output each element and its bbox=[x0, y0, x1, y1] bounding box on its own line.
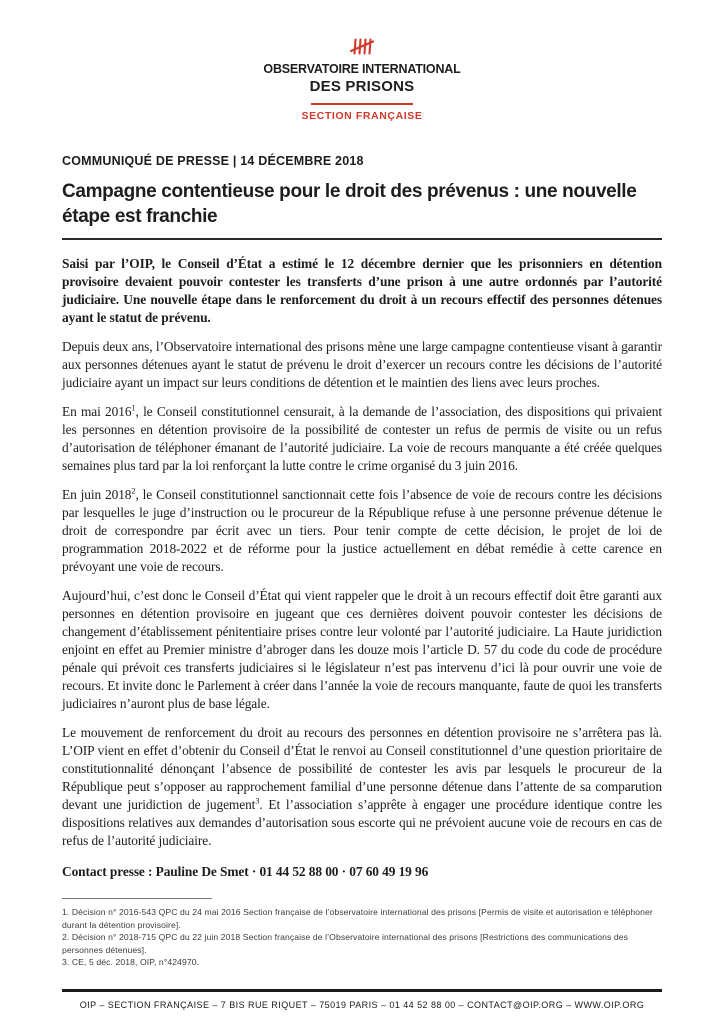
logo-org-name-line2: DES PRISONS bbox=[309, 77, 415, 95]
page-footer bbox=[62, 989, 662, 1010]
tally-marks-icon bbox=[349, 36, 375, 57]
paragraph-text: En mai 2016 bbox=[62, 404, 132, 420]
paragraph-conseil-etat: Aujourd’hui, c’est donc le Conseil d’État qui vient rappeler que le droit à un recours effectif doit être garanti aux personnes en détention provisoire en jugeant que ces dernières doivent pouvoir contester les décisions de changement d’établissement pénitentiaire prises contre leur volonté par l’autorité judiciaire. La Haute juridiction enjoint en effet au Premier ministre d’abroger dans les douze mois l’article D. 57 du code du code de procédure pénale qui prévoit ces transferts judiciaires si le législateur n’est pas intervenu d’ici là pour ouvrir une voie de recours. Et invite donc le Parlement à créer dans l’année la voie de recours manquante, faute de quoi les transferts judiciaires n’auront plus de base légale. bbox=[62, 588, 662, 712]
footnote-item-1: 1. Décision n° 2016-543 QPC du 24 mai 2016 Section française de l’observatoire international des prisons [Permis de visite et autorisation e téléphoner durant la détention provisoire]. bbox=[62, 907, 653, 930]
paragraph-text: En juin 2018 bbox=[62, 487, 132, 503]
footnote-ref-1: 1 bbox=[131, 403, 136, 413]
logo-section-label: SECTION FRANÇAISE bbox=[301, 109, 423, 122]
press-contact-line: Contact presse : Pauline De Smet · 01 44 52 88 00 · 07 60 49 19 96 bbox=[62, 864, 429, 880]
paragraph-juin-2018 bbox=[62, 486, 662, 576]
paragraph-text: Le mouvement de renforcement du droit au recours des personnes en détention provisoire ne s’arrêtera pas là. L’OIP vient en effet d’obtenir du Conseil d’État le renvoi au Conseil constitutionnel d’une question prioritaire de constitutionnalité dénonçant l’absence de possibilité de contester les avis par lesquels le procureur de la République peut s’opposer au rapprochement familial d’une personne détenue dans l’attente de sa comparution devant une juridiction de jugement bbox=[62, 725, 662, 813]
logo-red-divider bbox=[311, 103, 413, 105]
footnote-ref-2: 2 bbox=[131, 486, 136, 496]
paragraph-mai-2016 bbox=[62, 403, 662, 475]
paragraph-mouvement bbox=[62, 724, 662, 850]
footnote-separator bbox=[62, 898, 212, 899]
paragraph-text: , le Conseil constitutionnel censurait, à la demande de l’association, des dispositions qui privaient les personnes en détention provisoire de la possibilité de contester un refus de permis de visite ou un refus d’autorisation de téléphoner émanant de l’autorité judiciaire. La voie de recours manquante a été créée quelques semaines plus tard par la loi renforçant la lutte contre le crime organisé du 3 juin 2016. bbox=[62, 404, 662, 474]
footer-contact-text: OIP – SECTION FRANÇAISE – 7 BIS RUE RIQUET – 75019 PARIS – 01 44 52 88 00 – CONTACT@OIP.ORG – WWW.OIP.ORG bbox=[79, 1000, 645, 1010]
press-release-kicker: COMMUNIQUÉ DE PRESSE | 14 DÉCEMBRE 2018 bbox=[62, 154, 364, 169]
oip-logo bbox=[62, 36, 662, 122]
paragraph-text: . Et l’association s’apprête à engager une procédure identique contre les dispositions relatives aux demandes d’autorisation sous escorte qui ne prévoient aucune voie de recours en cas de refus de l’autorité judiciaire. bbox=[62, 797, 662, 849]
paragraph-campagne: Depuis deux ans, l’Observatoire international des prisons mène une large campagne contentieuse visant à garantir aux personnes détenues ayant le statut de prévenu le droit d’exercer un recours contre les décisions de l’autorité judiciaire ayant un impact sur leurs conditions de détention et le maintien des liens avec leurs proches. bbox=[62, 339, 662, 391]
footnotes bbox=[62, 906, 662, 968]
paragraph-text: , le Conseil constitutionnel sanctionnait cette fois l’absence de voie de recours contre les décisions par lesquelles le juge d’instruction ou le procureur de la République refuse à une personne prévenue détenue le droit de correspondre par écrit avec un tiers. Pour tenir compte de cette décision, le projet de loi de programmation 2018-2022 et de réforme pour la justice actuellement en débat remédie à cette carence en prévoyant une voie de recours. bbox=[62, 487, 662, 575]
footnote-item-2: 2. Décision n° 2018-715 QPC du 22 juin 2018 Section française de l’Observatoire international des prisons [Restrictions des communications des personnes détenues]. bbox=[62, 932, 629, 955]
footnote-item-3: 3. CE, 5 déc. 2018, OIP, n°424970. bbox=[62, 957, 200, 968]
footnote-ref-3: 3 bbox=[255, 796, 260, 806]
logo-org-name-line1: OBSERVATOIRE INTERNATIONAL bbox=[263, 62, 461, 76]
document-body bbox=[62, 255, 662, 881]
lead-paragraph: Saisi par l’OIP, le Conseil d’État a estimé le 12 décembre dernier que les prisonniers en détention provisoire devaient pouvoir contester les transferts d’une prison à une autre ordonnés par l’autorité judiciaire. Une nouvelle étape dans le renforcement du droit à un recours effectif des personnes détenues ayant le statut de prévenu. bbox=[62, 256, 662, 326]
page-title: Campagne contentieuse pour le droit des prévenus : une nouvelle étape est franchie bbox=[62, 181, 637, 228]
title-rule bbox=[62, 238, 662, 240]
